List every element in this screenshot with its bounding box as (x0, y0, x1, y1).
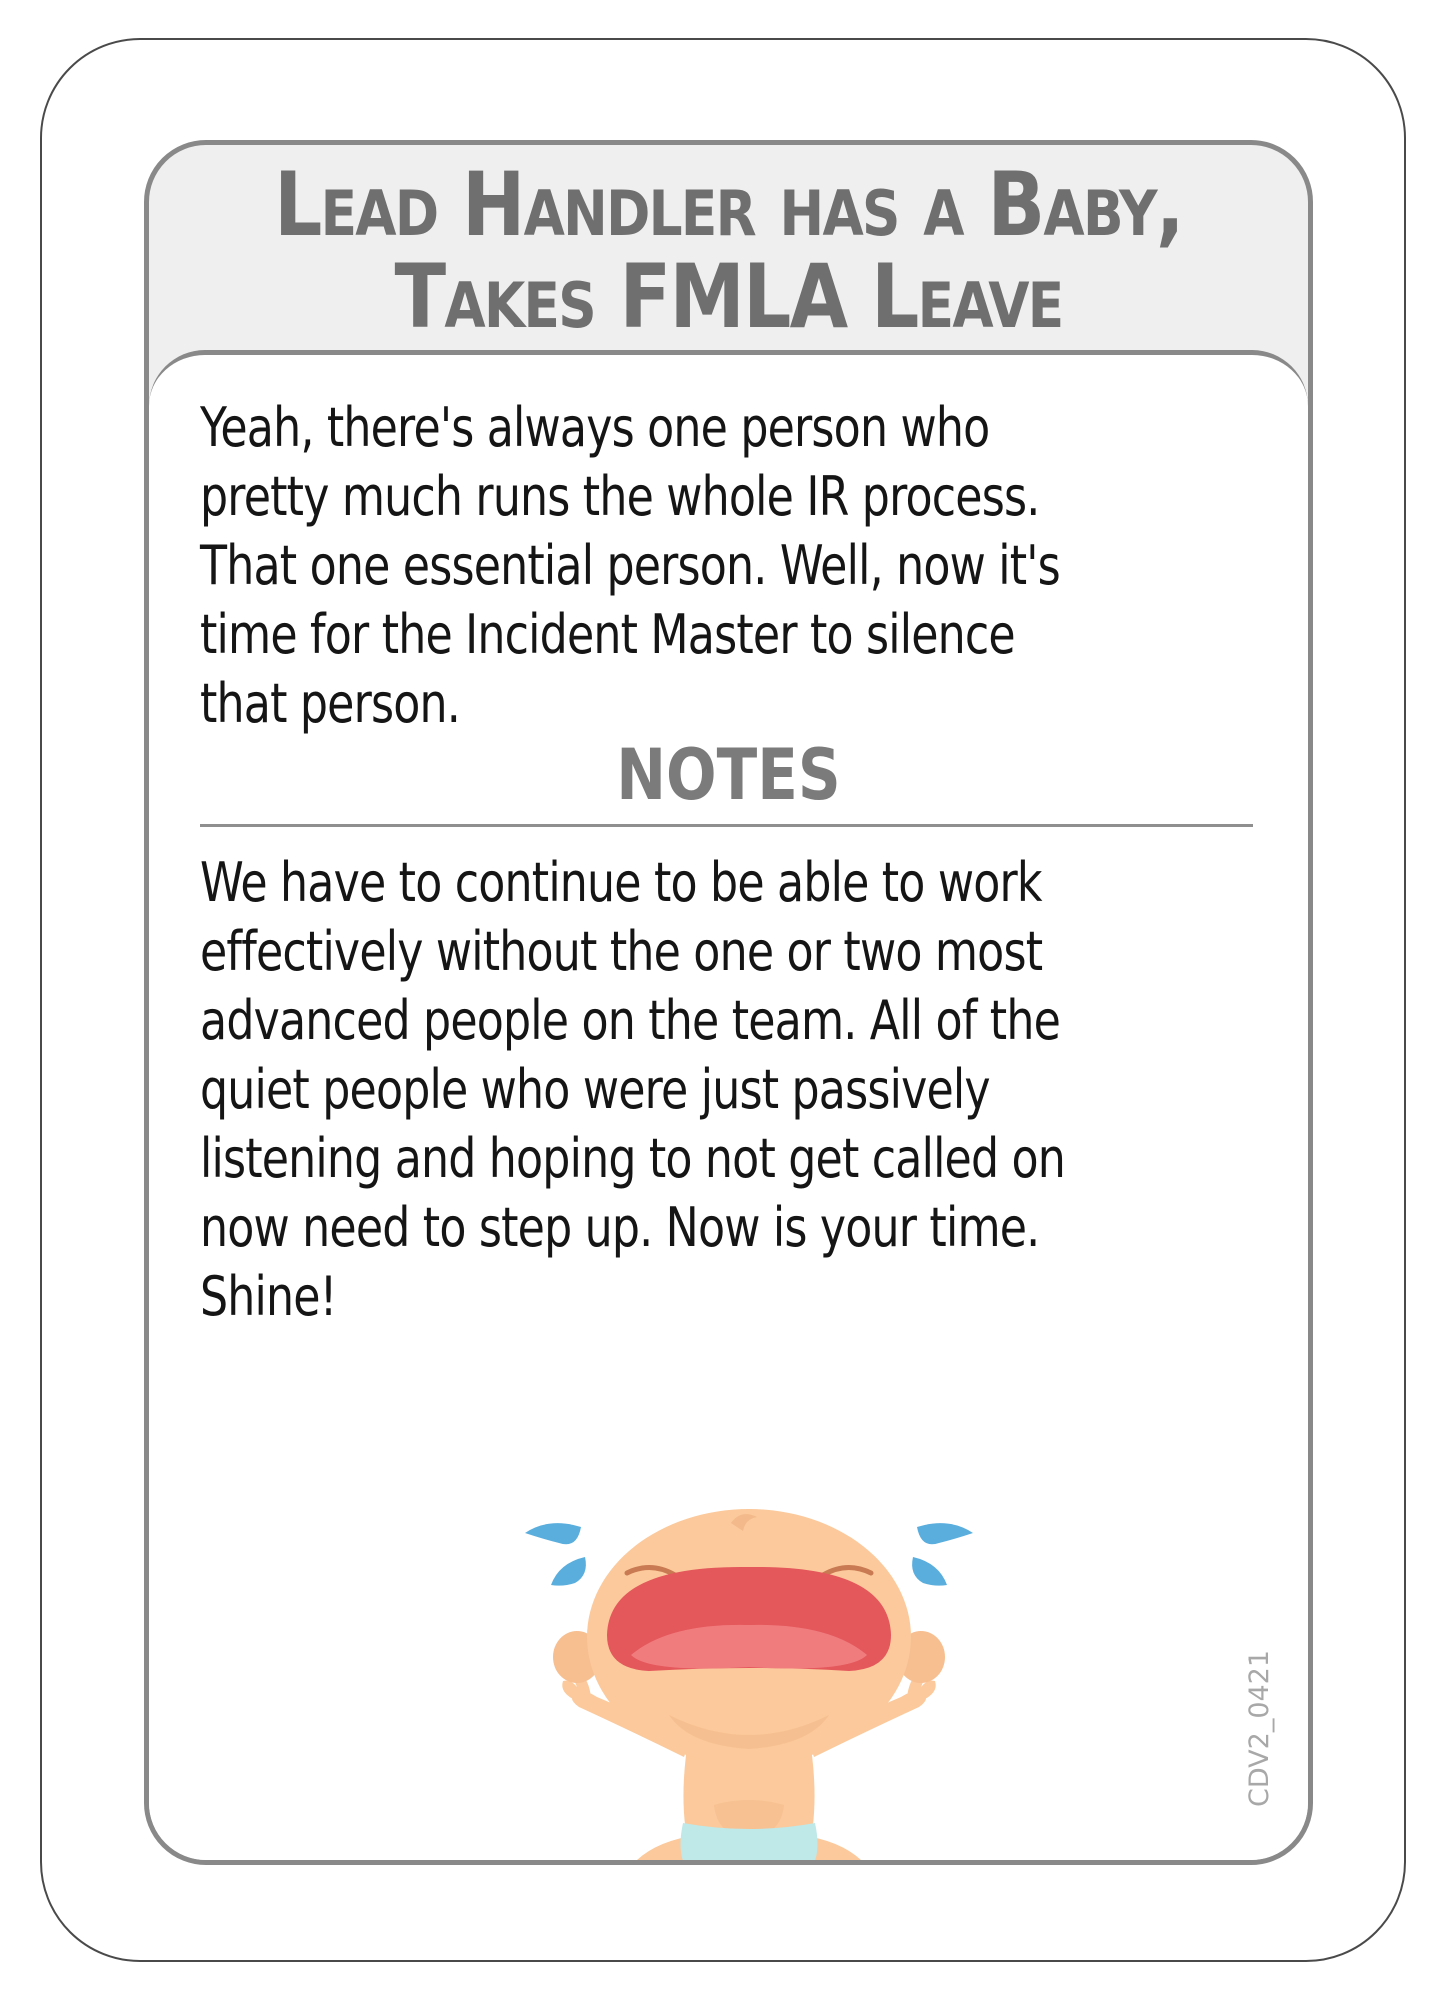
crying-baby-illustration (519, 1505, 979, 1865)
card-code: CDV2_0421 (1244, 1649, 1275, 1807)
flavor-text: Yeah, there's always one person who pretty much runs the whole IR process. That one essential person. Well, now it's time for the Incident Master to silence that person. (200, 396, 1060, 735)
card-title-line-2: Takes FMLA Leave (394, 245, 1063, 348)
card-body-panel (149, 350, 1308, 1865)
tear-icon (525, 1523, 581, 1544)
card-title-line-1: Lead Handler has a Baby, (274, 153, 1183, 256)
notes-divider (200, 824, 1253, 827)
notes-text: We have to continue to be able to work effectively without the one or two most advanced people on the team. All of the quiet people who were just passively listening and hoping to not get called on now need to step up. Now is your time. Shine! (200, 851, 1066, 1328)
notes-heading: NOTES (616, 734, 841, 816)
diaper (681, 1823, 818, 1865)
tear-icon (917, 1523, 973, 1544)
tear-icon (912, 1557, 947, 1586)
card-frame (144, 140, 1313, 1865)
card-title (230, 153, 1227, 348)
tear-icon (551, 1557, 586, 1586)
